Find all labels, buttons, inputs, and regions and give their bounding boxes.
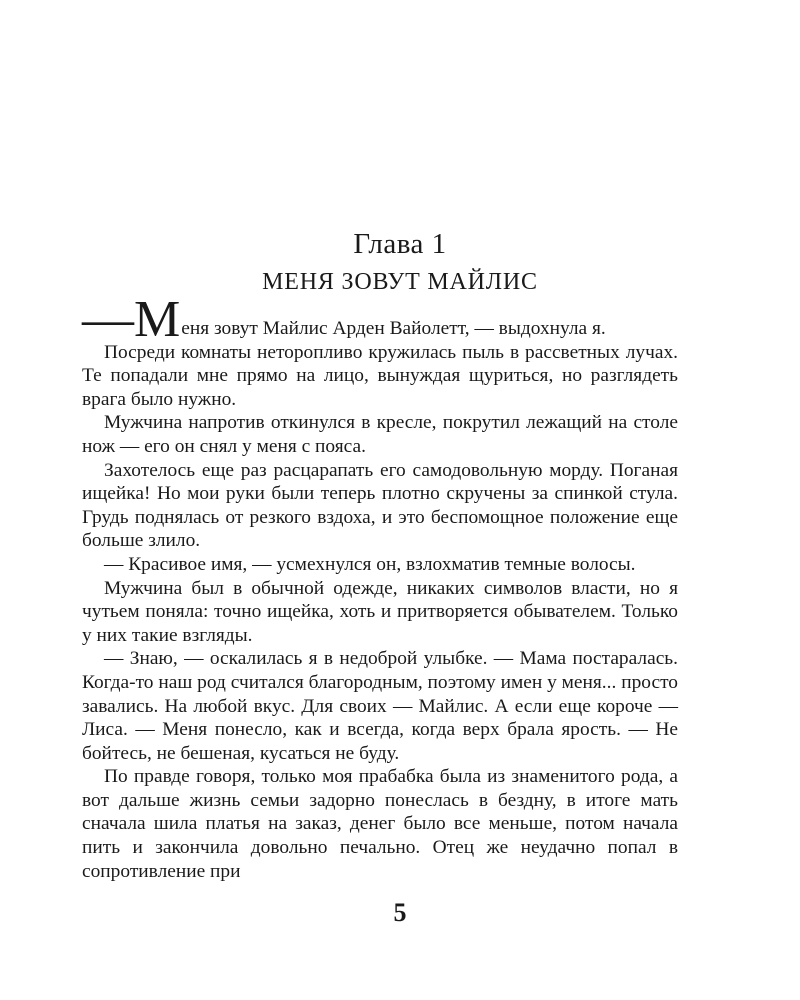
- paragraph-2: Посреди комнаты неторопливо кружилась пыль в рассветных лучах. Те попадали мне прямо на лицо, вынуждая щуриться, но разглядеть врага было нужно.: [82, 341, 678, 410]
- paragraph-6: Мужчина был в обычной одежде, никаких символов власти, но я чутьем поняла: точно ищейка, хоть и притворяется обывателем. Только у них такие взгляды.: [82, 577, 678, 646]
- chapter-heading: Глава 1: [353, 228, 447, 260]
- text-body: [82, 291, 678, 883]
- paragraph-3: Мужчина напротив откинулся в кресле, покрутил лежащий на столе нож — его он снял у меня с пояса.: [82, 412, 678, 457]
- drop-cap-letter: М: [134, 291, 181, 348]
- paragraph-1: [82, 291, 678, 348]
- paragraph-4: Захотелось еще раз расцарапать его самодовольную морду. Поганая ищейка! Но мои руки были теперь плотно скручены за спинкой стула. Грудь поднялась от резкого вздоха, и это беспомощное положение еще больше злило.: [82, 459, 678, 552]
- paragraph-1-text: еня зовут Майлис Арден Вайолетт, — выдохнула я.: [181, 318, 606, 339]
- paragraph-8: По правде говоря, только моя прабабка была из знаменитого рода, а вот дальше жизнь семьи задорно понеслась в бездну, в итоге мать сначала шила платья на заказ, денег было все меньше, потом начала пить и закончила довольно печально. Отец же неудачно попал в сопротивление при: [82, 766, 678, 882]
- drop-cap: [82, 291, 180, 348]
- drop-cap-dash: —: [82, 291, 134, 348]
- page-number: 5: [393, 898, 407, 927]
- chapter-title: МЕНЯ ЗОВУТ МАЙЛИС: [262, 269, 538, 295]
- paragraph-5: — Красивое имя, — усмехнулся он, взлохматив темные волосы.: [104, 553, 636, 575]
- paragraph-7: — Знаю, — оскалилась я в недоброй улыбке. — Мама постаралась. Когда-то наш род считался благородным, поэтому имен у меня... просто завались. На любой вкус. Для своих — Майлис. А если еще короче — Лиса. — Меня понесло, как и всегда, когда верх брала ярость. — Не бойтесь, не бешеная, кусаться не буду.: [82, 648, 678, 764]
